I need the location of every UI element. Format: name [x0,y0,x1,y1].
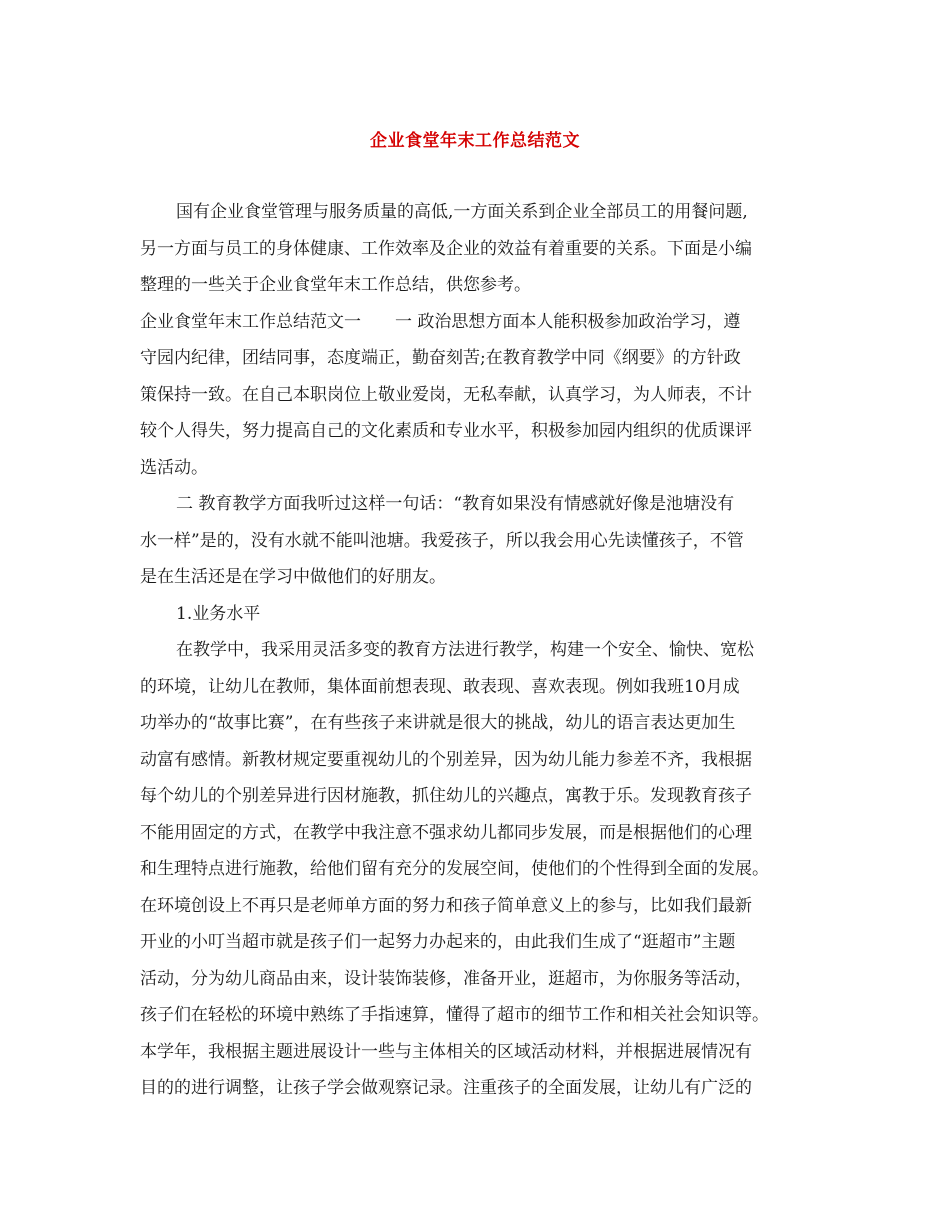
text-line: 水一样”是的，没有水就不能叫池塘。我爱孩子，所以我会用心先读懂孩子，不管 [140,530,744,551]
document-body [140,194,830,1107]
text-line: 本学年，我根据主题进展设计一些与主体相关的区域活动材料，并根据进展情况有 [140,1041,752,1062]
text-line: 功举办的“故事比赛”，在有些孩子来讲就是很大的挑战，幼儿的语言表达更加生 [140,713,736,733]
text-line: 企业食堂年末工作总结范文一 一 政治思想方面本人能积极参加政治学习，遵 [140,311,741,332]
text-line: 守园内纪律，团结同事，态度端正，勤奋刻苦;在教育教学中同《纲要》的方针政 [140,348,741,368]
text-line: 选活动。 [140,457,208,478]
text-line: 在环境创设上不再只是老师单方面的努力和孩子简单意义上的参与，比如我们最新 [140,895,752,916]
text-line: 动富有感情。新教材规定要重视幼儿的个别差异，因为幼儿能力参差不齐，我根据 [140,749,752,770]
text-line: 不能用固定的方式，在教学中我注意不强求幼儿都同步发展，而是根据他们的心理 [140,822,752,843]
text-line: 是在生活还是在学习中做他们的好朋友。 [140,567,446,587]
section-heading: 1.业务水平 [176,603,261,624]
text-line: 在教学中，我采用灵活多变的教育方法进行教学，构建一个安全、愉快、宽松 [176,640,754,660]
text-line: 和生理特点进行施教，给他们留有充分的发展空间，使他们的个性得到全面的发展。 [140,859,769,879]
text-line: 二 教育教学方面我听过这样一句话：“教育如果没有情感就好像是池塘没有 [176,494,735,514]
text-line: 的环境，让幼儿在教师，集体面前想表现、敢表现、喜欢表现。例如我班10月成 [140,676,740,697]
text-line: 策保持一致。在自己本职岗位上敬业爱岗，无私奉献，认真学习，为人师表，不计 [140,384,752,405]
text-line: 目的的进行调整，让孩子学会做观察记录。注重孩子的全面发展，让幼儿有广泛的 [140,1078,752,1098]
text-line: 活动，分为幼儿商品由来，设计装饰装修，准备开业，逛超市，为你服务等活动， [140,968,752,989]
text-line: 另一方面与员工的身体健康、工作效率及企业的效益有着重要的关系。下面是小编 [140,238,752,259]
text-line: 较个人得失，努力提高自己的文化素质和专业水平，积极参加园内组织的优质课评 [140,421,752,441]
text-line: 国有企业食堂管理与服务质量的高低,一方面关系到企业全部员工的用餐问题, [176,202,748,222]
text-line: 孩子们在轻松的环境中熟练了手指速算，懂得了超市的细节工作和相关社会知识等。 [140,1005,769,1025]
text-line: 整理的一些关于企业食堂年末工作总结，供您参考。 [140,275,531,295]
text-line: 开业的小叮当超市就是孩子们一起努力办起来的，由此我们生成了“逛超市”主题 [140,932,736,952]
document-title: 企业食堂年末工作总结范文 [370,131,580,151]
text-line: 每个幼儿的个别差异进行因材施教，抓住幼儿的兴趣点，寓教于乐。发现教育孩子 [140,786,752,806]
